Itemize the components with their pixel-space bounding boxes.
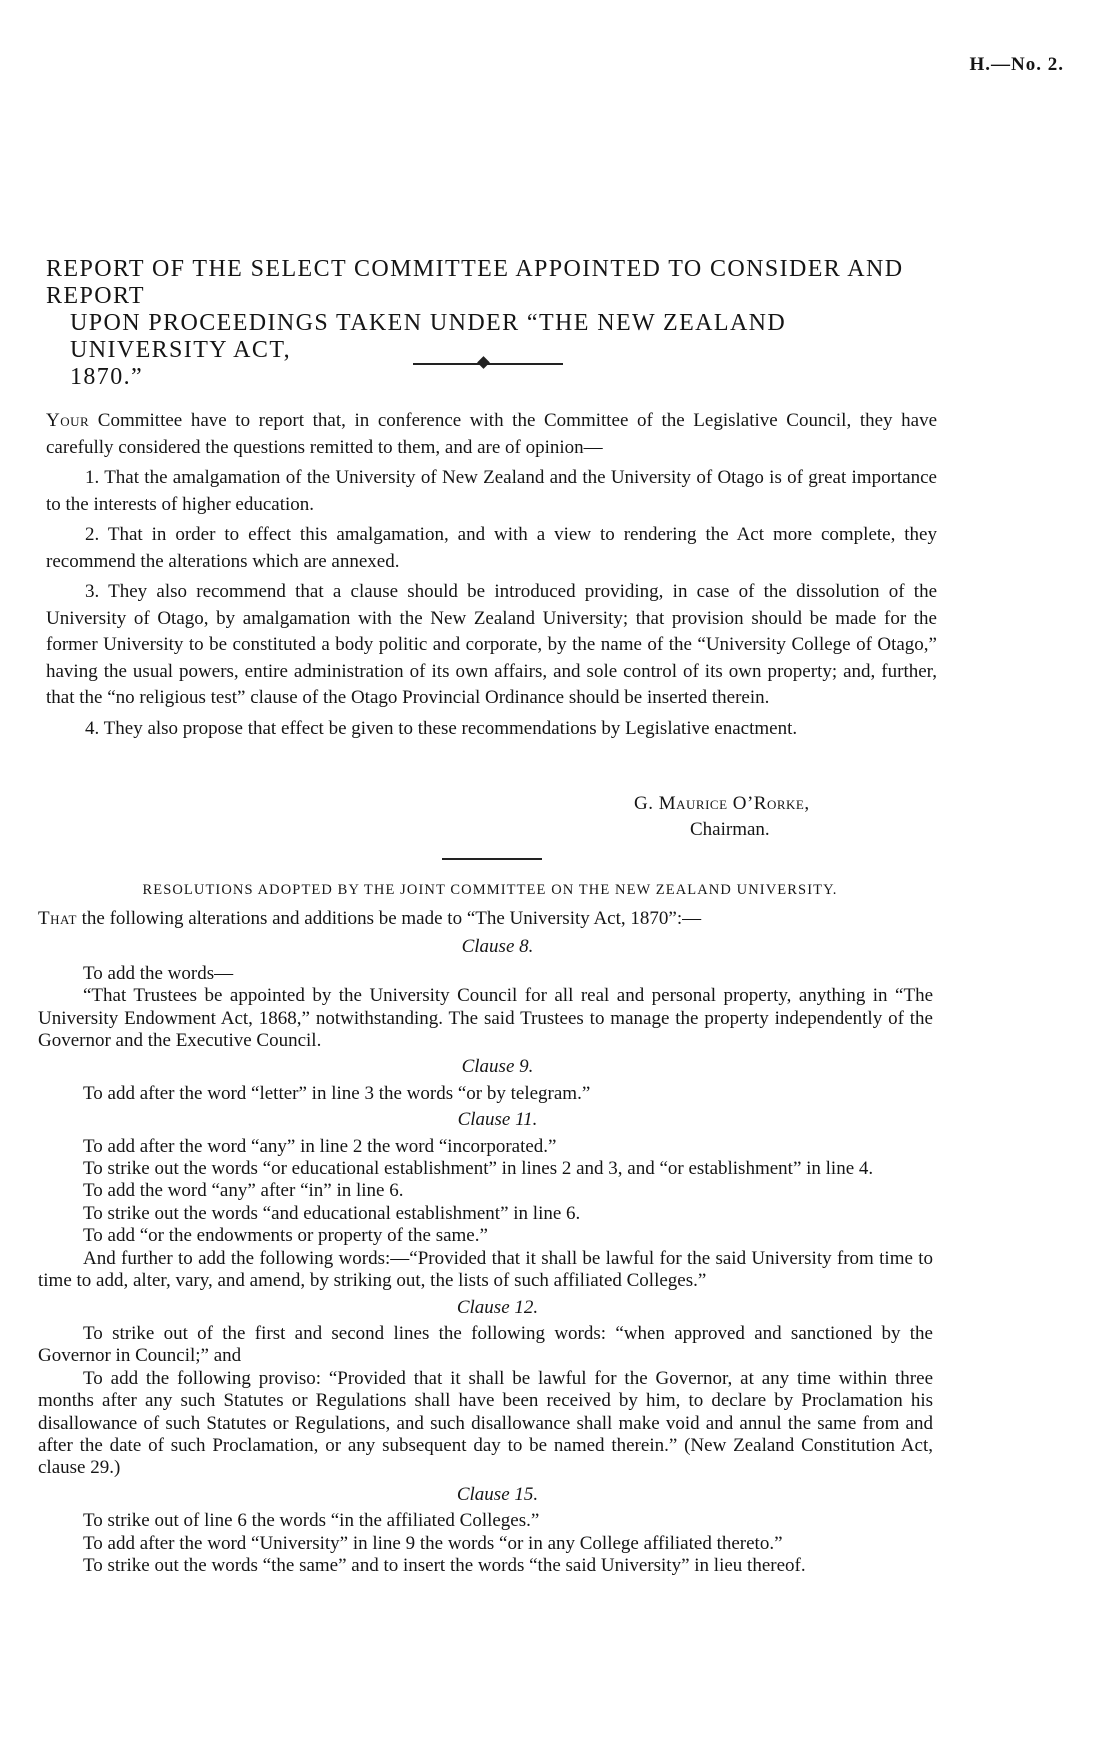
report-lead-word: Your: [46, 410, 90, 431]
report-intro: [46, 408, 937, 461]
clause-11-line: To add the word “any” after “in” in line 6.: [83, 1180, 404, 1202]
signatory-name: G. Maurice O’Rorke,: [634, 793, 810, 814]
committee-report: [46, 408, 937, 746]
resolutions-body: [38, 908, 933, 1577]
clause-15-heading: Clause 15.: [456, 1483, 539, 1505]
resolutions-heading: RESOLUTIONS ADOPTED BY THE JOINT COMMITTEE ON THE NEW ZEALAND UNIVERSITY.: [142, 882, 838, 898]
report-title: [46, 256, 948, 391]
report-item-3: 3. They also recommend that a clause should be introduced providing, in case of the dissolution of the University of Otago, by amalgamation with the New Zealand University; that provision should be made for the former University to be constituted a body politic and corporate, by the name of the “University College of Otago,” having the usual powers, entire administration of its own affairs, and sole control of its own property; and, further, that the “no religious test” clause of the Otago Provincial Ordinance should be inserted therein.: [46, 581, 937, 708]
clause-11-line: To strike out the words “or educational establishment” in lines 2 and 3, and “or establishment” in line 4.: [83, 1158, 874, 1180]
clause-11-heading: Clause 11.: [457, 1109, 538, 1131]
signature-block: [634, 791, 810, 843]
title-line-3: 1870.”: [70, 364, 144, 390]
clause-8-line: To add the words—: [83, 962, 234, 984]
clause-11-line: To add after the word “any” in line 2 the word “incorporated.”: [83, 1135, 557, 1157]
report-item-4: 4. They also propose that effect be given to these recommendations by Legislative enactment.: [85, 717, 798, 739]
signatory-role: Chairman.: [690, 819, 770, 840]
title-line-2: UPON PROCEEDINGS TAKEN UNDER “THE NEW ZEALAND UNIVERSITY ACT,: [70, 310, 787, 363]
clause-12-heading: Clause 12.: [456, 1296, 539, 1318]
resolutions-intro: [38, 908, 933, 930]
clause-9-line: To add after the word “letter” in line 3 the words “or by telegram.”: [83, 1082, 591, 1104]
ornamental-divider: [413, 363, 563, 365]
clause-8-heading: Clause 8.: [461, 936, 534, 958]
report-item-1: 1. That the amalgamation of the University of New Zealand and the University of Otago is of great importance to the interests of higher education.: [46, 467, 937, 515]
resolutions-intro-text: the following alterations and additions be made to “The University Act, 1870”:—: [76, 908, 702, 929]
clause-12-line: To strike out of the first and second lines the following words: “when approved and sanctioned by the Governor in Council;” and: [38, 1322, 933, 1367]
clause-11-line: And further to add the following words:—“Provided that it shall be lawful for the said University from time to time to add, alter, vary, and amend, by striking out, the lists of such affiliated Colleges.”: [38, 1247, 933, 1292]
clause-8-line: “That Trustees be appointed by the University Council for all real and personal property, anything in “The University Endowment Act, 1868,” notwithstanding. The said Trustees to manage the property independently of the Governor and the Executive Council.: [38, 985, 933, 1052]
section-divider: [442, 858, 542, 860]
clause-15-line: To add after the word “University” in line 9 the words “or in any College affiliated thereto.”: [83, 1532, 783, 1554]
report-item-2: 2. That in order to effect this amalgamation, and with a view to rendering the Act more complete, they recommend the alterations which are annexed.: [46, 524, 937, 572]
clause-15-line: To strike out of line 6 the words “in the affiliated Colleges.”: [83, 1510, 540, 1532]
clause-9-heading: Clause 9.: [461, 1056, 534, 1078]
clause-11-line: To strike out the words “and educational establishment” in line 6.: [83, 1202, 581, 1224]
resolutions-lead-word: That: [38, 908, 77, 929]
report-intro-text: Committee have to report that, in conference with the Committee of the Legislative Council, they have carefully considered the questions remitted to them, and are of opinion—: [46, 410, 937, 458]
clause-12-line: To add the following proviso: “Provided that it shall be lawful for the Governor, at any time within three months after any such Statutes or Regulations shall have been received by him, to declare by Proclamation his disallowance of such Statutes or Regulations, and such disallowance shall make void and annul the same from and after the date of such Proclamation, or any subsequent day to be named therein.” (New Zealand Constitution Act, clause 29.): [38, 1367, 933, 1479]
clause-11-line: To add “or the endowments or property of the same.”: [83, 1225, 488, 1247]
clause-15-line: To strike out the words “the same” and to insert the words “the said University” in lieu thereof.: [83, 1554, 806, 1576]
document-code: H.—No. 2.: [969, 54, 1064, 75]
title-line-1: REPORT OF THE SELECT COMMITTEE APPOINTED TO CONSIDER AND REPORT: [46, 256, 904, 309]
